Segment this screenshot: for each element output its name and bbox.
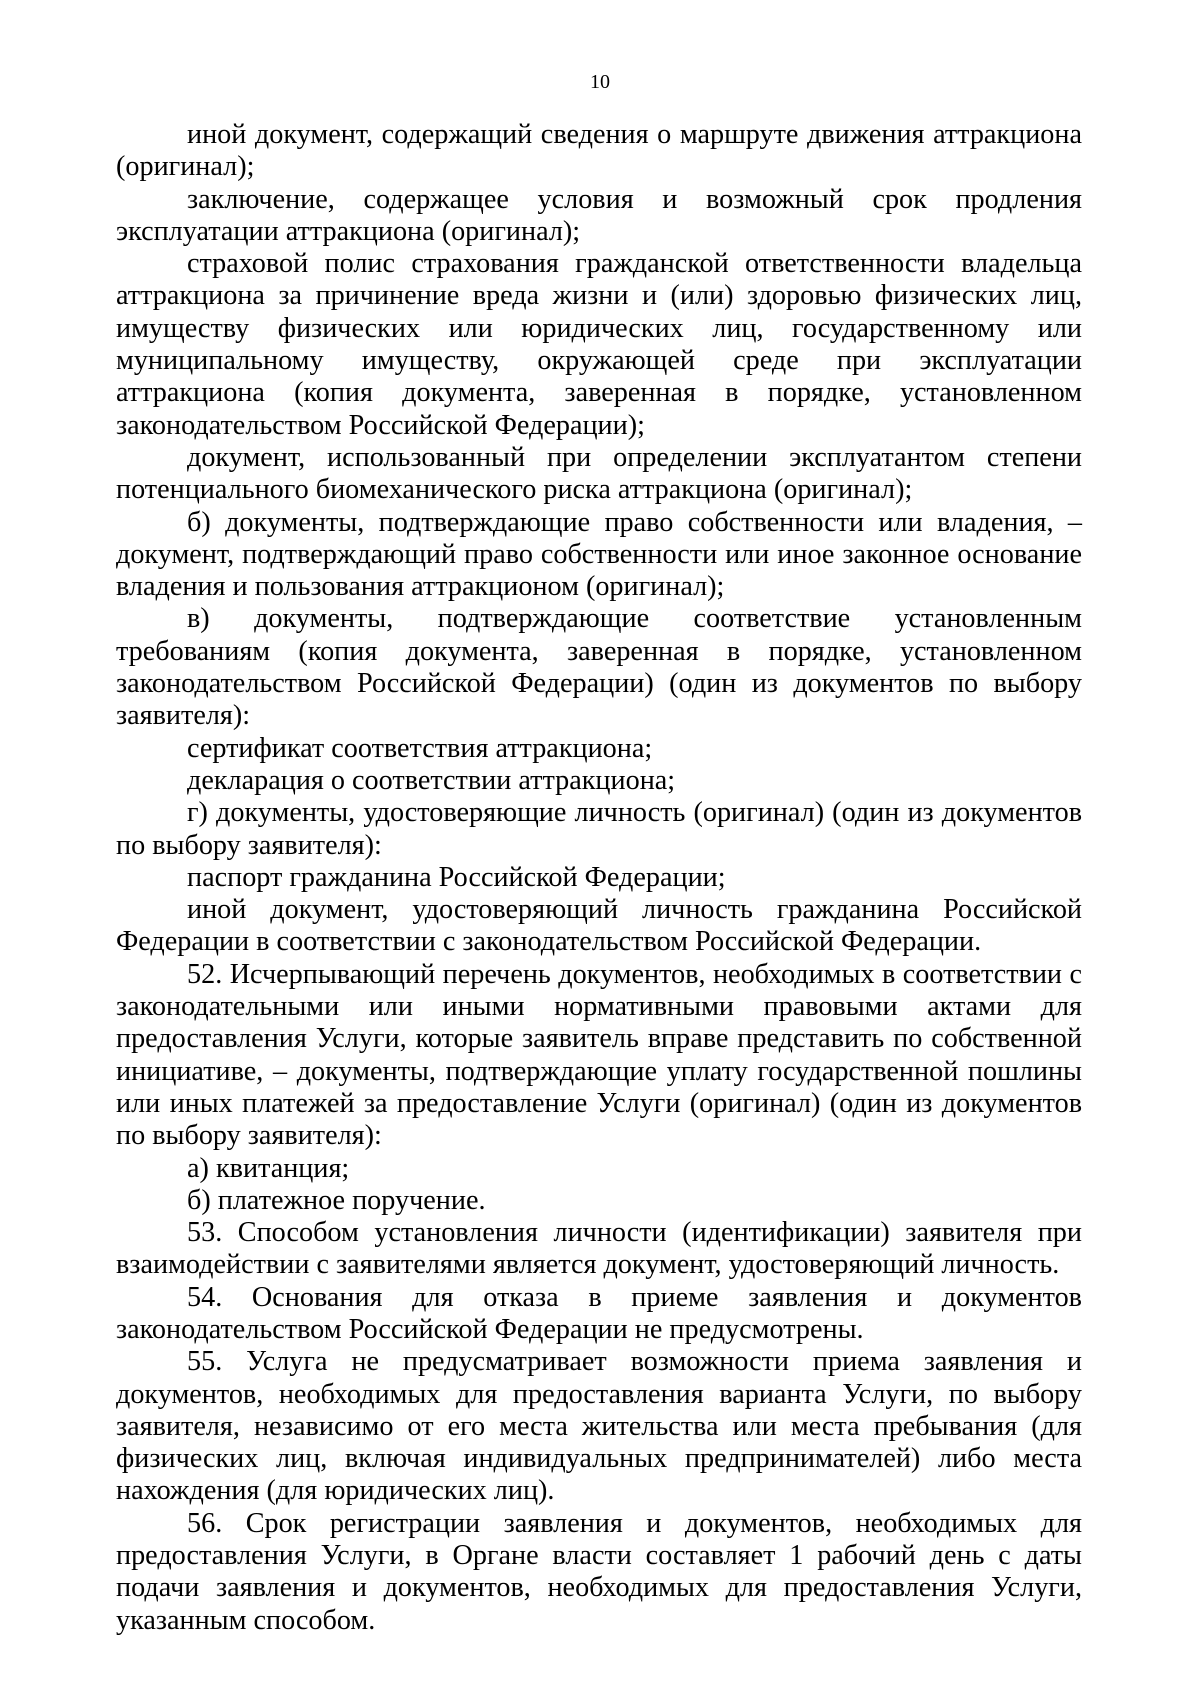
paragraph-receipt: а) квитанция; (187, 1152, 350, 1184)
document-body (116, 119, 1082, 1637)
paragraph-item-55: 55. Услуга не предусматривает возможности приема заявления и документов, необходимых для предоставления варианта Услуги, по выбору заявителя, независимо от его места жительства или места пребывания (для физических лиц, включая индивидуальных предпринимателей) либо места нахождения (для юридических лиц). (116, 1346, 1082, 1507)
paragraph-other-identity-document: иной документ, удостоверяющий личность гражданина Российской Федерации в соответствии с законодательством Российской Федерации. (116, 894, 1082, 958)
paragraph-item-56: 56. Срок регистрации заявления и документов, необходимых для предоставления Услуги, в Органе власти составляет 1 рабочий день с даты подачи заявления и документов, необходимых для предоставления Услуги, указанным способом. (116, 1507, 1082, 1636)
paragraph-conformity-documents: в) документы, подтверждающие соответствие установленным требованиям (копия документа, заверенная в порядке, установленном законодательством Российской Федерации) (один из документов по выбору заявителя): (116, 603, 1082, 732)
paragraph-payment-order: б) платежное поручение. (187, 1184, 486, 1216)
paragraph-insurance-policy: страховой полис страхования гражданской ответственности владельца аттракциона за причинение вреда жизни и (или) здоровью физических лиц, имуществу физических или юридических лиц, государственному или муниципальному имуществу, окружающей среде при эксплуатации аттракциона (копия документа, заверенная в порядке, установленном законодательством Российской Федерации); (116, 248, 1082, 441)
paragraph-item-52: 52. Исчерпывающий перечень документов, необходимых в соответствии с законодательными или иными нормативными правовыми актами для предоставления Услуги, которые заявитель вправе представить по собственной инициативе, – документы, подтверждающие уплату государственной пошлины или иных платежей за предоставление Услуги (оригинал) (один из документов по выбору заявителя): (116, 958, 1082, 1152)
paragraph-passport: паспорт гражданина Российской Федерации; (187, 861, 726, 893)
paragraph-other-document-route: иной документ, содержащий сведения о маршруте движения аттракциона (оригинал); (116, 119, 1082, 183)
paragraph-conformity-certificate: сертификат соответствия аттракциона; (187, 732, 653, 764)
paragraph-extension-conclusion: заключение, содержащее условия и возможный срок продления эксплуатации аттракциона (оригинал); (116, 183, 1082, 247)
paragraph-ownership-documents: б) документы, подтверждающие право собственности или владения, – документ, подтверждающий право собственности или иное законное основание владения и пользования аттракционом (оригинал); (116, 506, 1082, 603)
paragraph-item-54: 54. Основания для отказа в приеме заявления и документов законодательством Российской Федерации не предусмотрены. (116, 1281, 1082, 1345)
paragraph-risk-document: документ, использованный при определении эксплуатантом степени потенциального биомеханического риска аттракциона (оригинал); (116, 441, 1082, 506)
paragraph-conformity-declaration: декларация о соответствии аттракциона; (187, 764, 676, 796)
paragraph-item-53: 53. Способом установления личности (идентификации) заявителя при взаимодействии с заявителями является документ, удостоверяющий личность. (116, 1217, 1082, 1281)
page-number: 10 (590, 71, 610, 93)
paragraph-identity-documents: г) документы, удостоверяющие личность (оригинал) (один из документов по выбору заявителя): (116, 797, 1082, 861)
